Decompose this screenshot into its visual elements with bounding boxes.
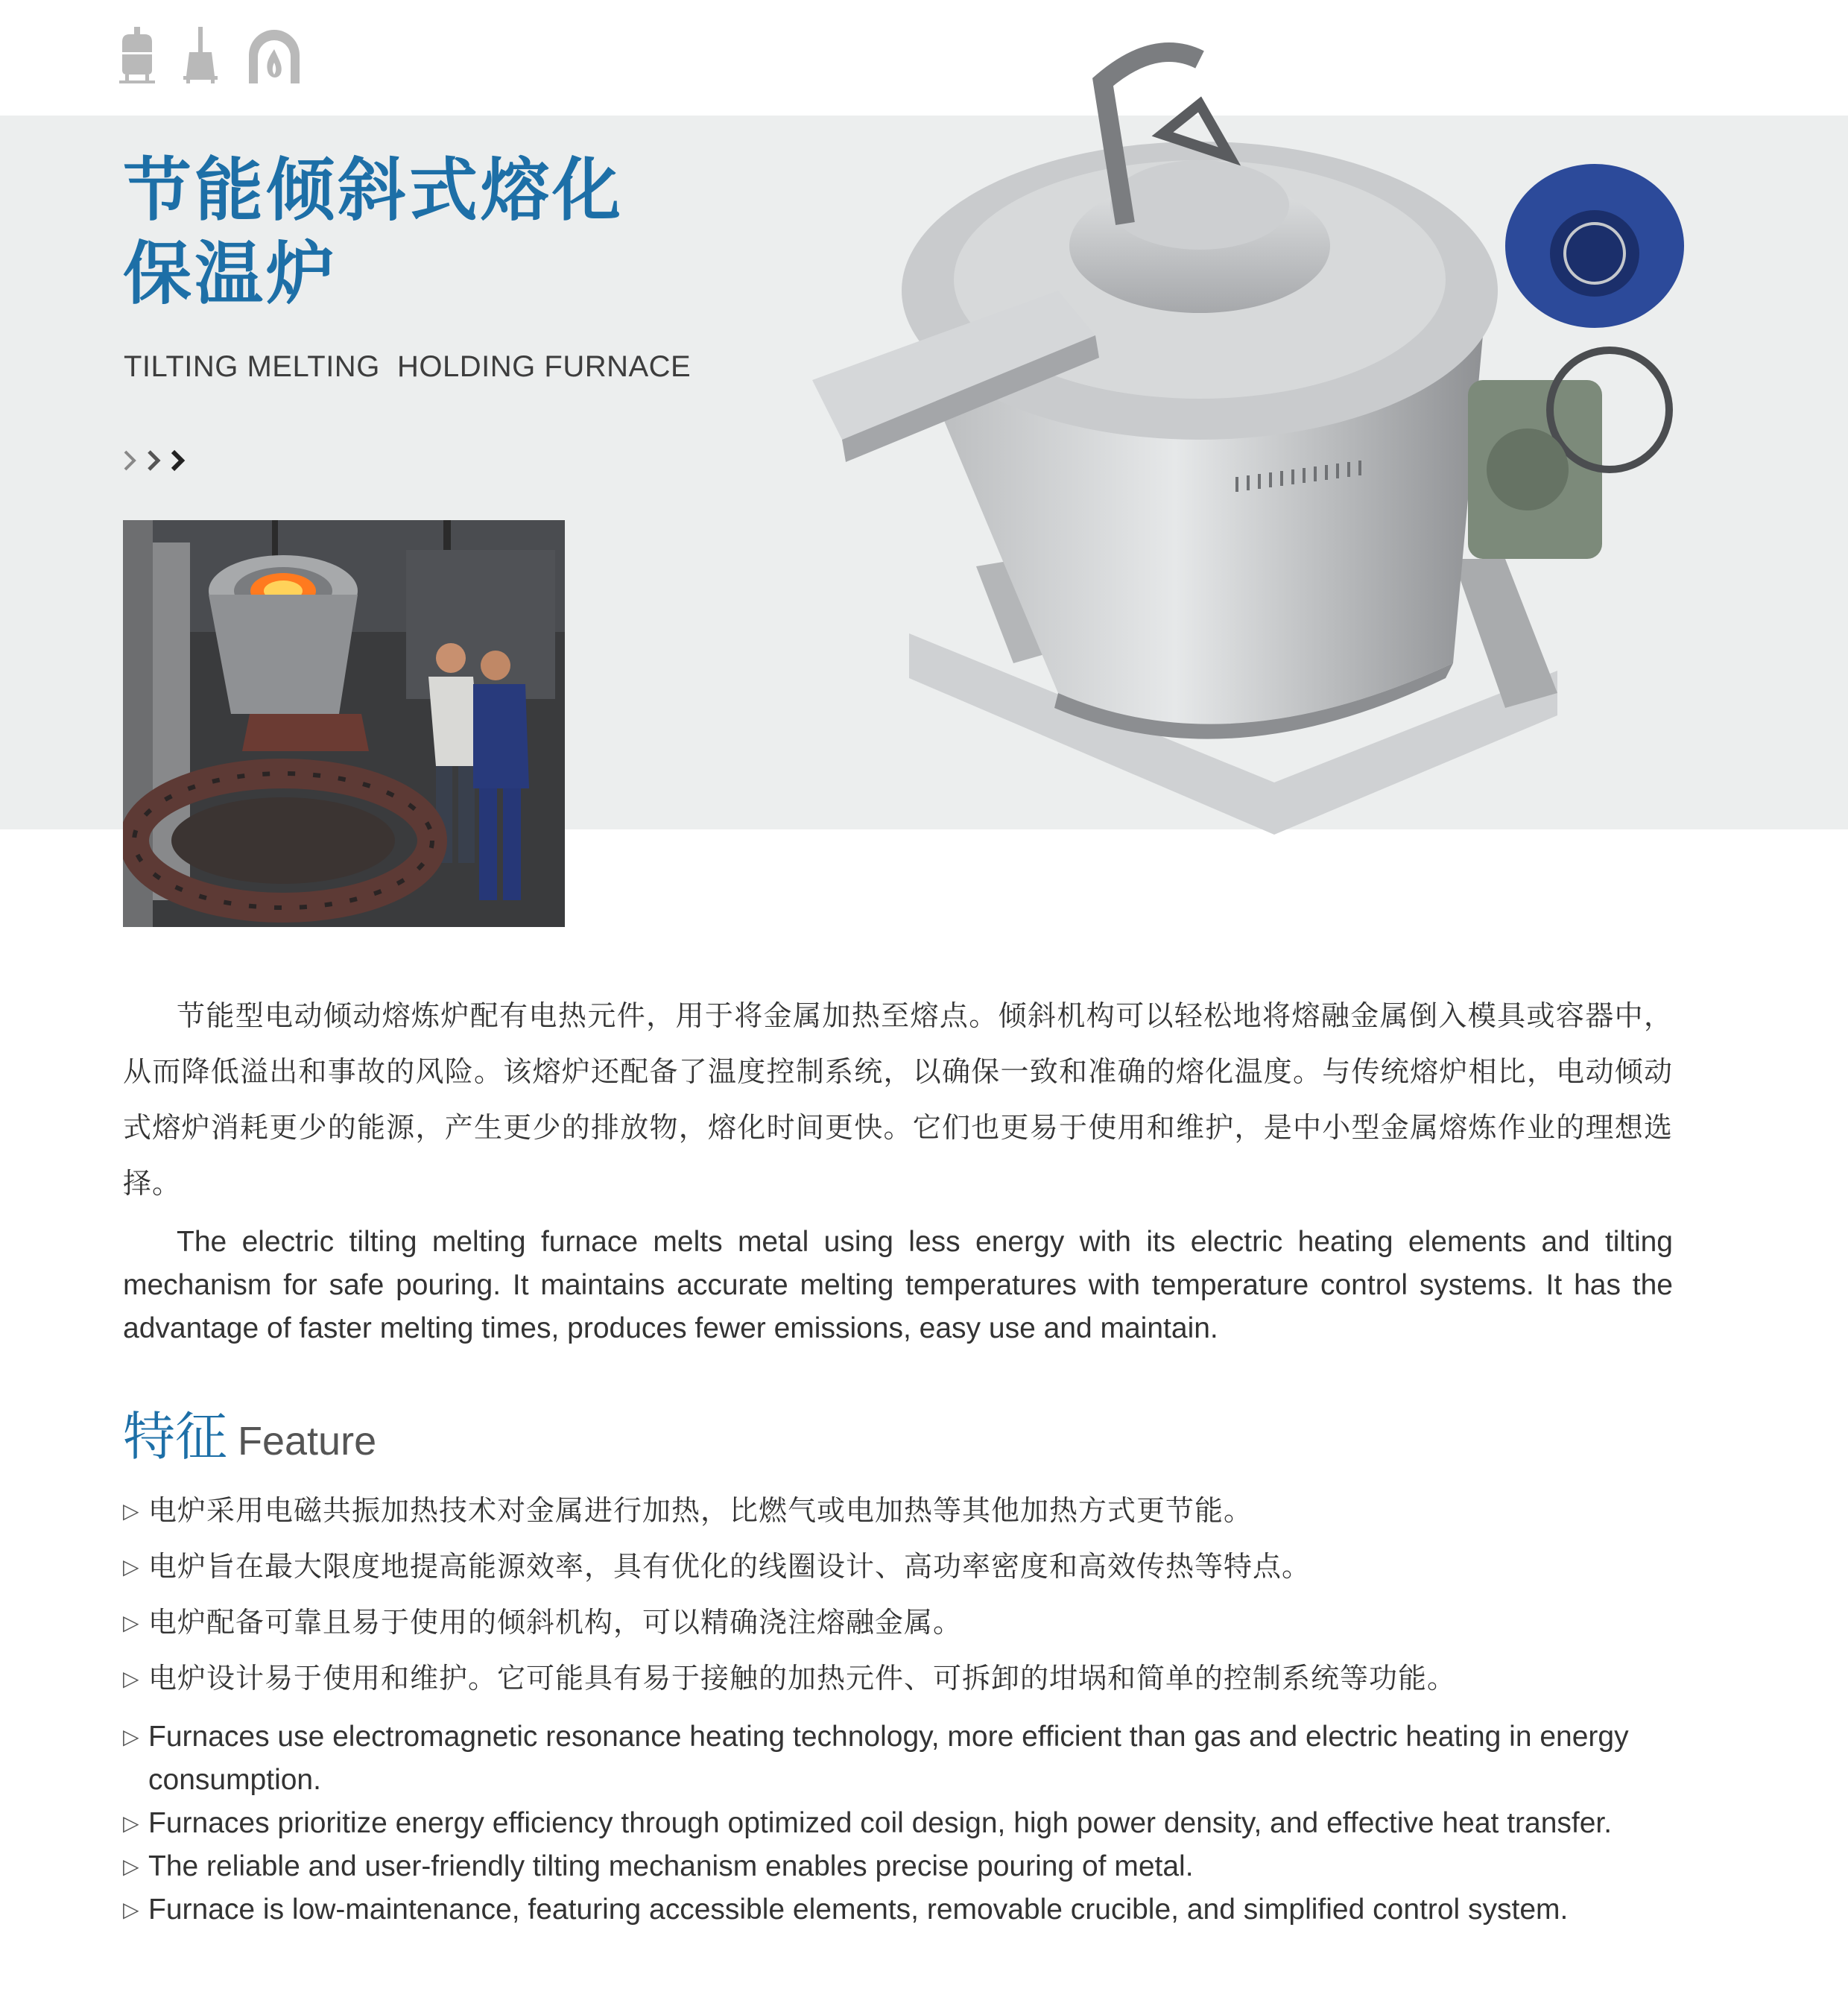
- chevron-right-icon: [125, 452, 134, 469]
- feature-list-en: [123, 1715, 1703, 1932]
- chevron-right-icon: [149, 452, 158, 469]
- description-zh: 节能型电动倾动熔炼炉配有电热元件，用于将金属加热至熔点。倾斜机构可以轻松地将熔融金属倒入模具或容器中，从而降低溢出和事故的风险。该熔炉还配备了温度控制系统，以确保一致和准确的熔化温度。与传统熔炉相比，电动倾动式熔炉消耗更少的能源，产生更少的排放物，熔化时间更快。它们也更易于使用和维护，是中小型金属熔炼作业的理想选择。: [123, 999, 1673, 1200]
- triangle-bullet-icon: ▷: [123, 1499, 140, 1523]
- triangle-bullet-icon: ▷: [123, 1725, 139, 1748]
- list-item: ▷ Furnaces use electromagnetic resonance heating technology, more efficient than gas and electric heating in energy consumption.: [123, 1715, 1703, 1802]
- description-en: The electric tilting melting furnace melts metal using less energy with its electric heating elements and tilting mechanism for safe pouring. It maintains accurate melting temperatures with temperature control systems. It has the advantage of faster melting times, produces fewer emissions, easy use and maintain.: [123, 1226, 1673, 1344]
- feature-heading: [123, 1395, 376, 1470]
- list-item: ▷ Furnace is low-maintenance, featuring accessible elements, removable crucible, and simplified control system.: [123, 1888, 1703, 1932]
- tank-icon: [119, 27, 155, 83]
- feature-heading-zh: 特征: [123, 1406, 227, 1467]
- list-item: ▷ 电炉旨在最大限度地提高能源效率，具有优化的线圈设计、高功率密度和高效传热等特点。: [123, 1539, 1703, 1595]
- triangle-bullet-icon: ▷: [123, 1812, 139, 1835]
- triangle-bullet-icon: ▷: [123, 1666, 140, 1691]
- list-item: ▷ 电炉采用电磁共振加热技术对金属进行加热，比燃气或电加热等其他加热方式更节能。: [123, 1483, 1703, 1539]
- workshop-photo: [123, 520, 565, 927]
- triangle-bullet-icon: ▷: [123, 1554, 140, 1579]
- page-title: [123, 149, 624, 316]
- tilting-furnace-product-image: [812, 22, 1714, 924]
- furnace-arch-icon: [246, 27, 303, 83]
- page-subtitle: TILTING MELTING HOLDING FURNACE: [124, 350, 692, 383]
- triangle-bullet-icon: ▷: [123, 1855, 139, 1878]
- title-line-1: 节能倾斜式熔化: [123, 151, 624, 230]
- ladle-icon: [183, 27, 218, 83]
- chevron-right-icon: [173, 452, 182, 469]
- chevron-arrows: [121, 446, 188, 475]
- category-icons: [119, 27, 303, 83]
- list-item: ▷ 电炉设计易于使用和维护。它可能具有易于接触的加热元件、可拆卸的坩埚和简单的控制系统等功能。: [123, 1651, 1703, 1706]
- feature-list-zh: [123, 1483, 1703, 1706]
- title-line-2: 保温炉: [123, 234, 338, 314]
- list-item: ▷ Furnaces prioritize energy efficiency through optimized coil design, high power density, and effective heat transfer.: [123, 1802, 1703, 1845]
- list-item: ▷ The reliable and user-friendly tilting mechanism enables precise pouring of metal.: [123, 1845, 1703, 1888]
- feature-heading-en: Feature: [238, 1419, 377, 1464]
- triangle-bullet-icon: ▷: [123, 1610, 140, 1635]
- triangle-bullet-icon: ▷: [123, 1898, 139, 1921]
- list-item: ▷ 电炉配备可靠且易于使用的倾斜机构，可以精确浇注熔融金属。: [123, 1595, 1703, 1651]
